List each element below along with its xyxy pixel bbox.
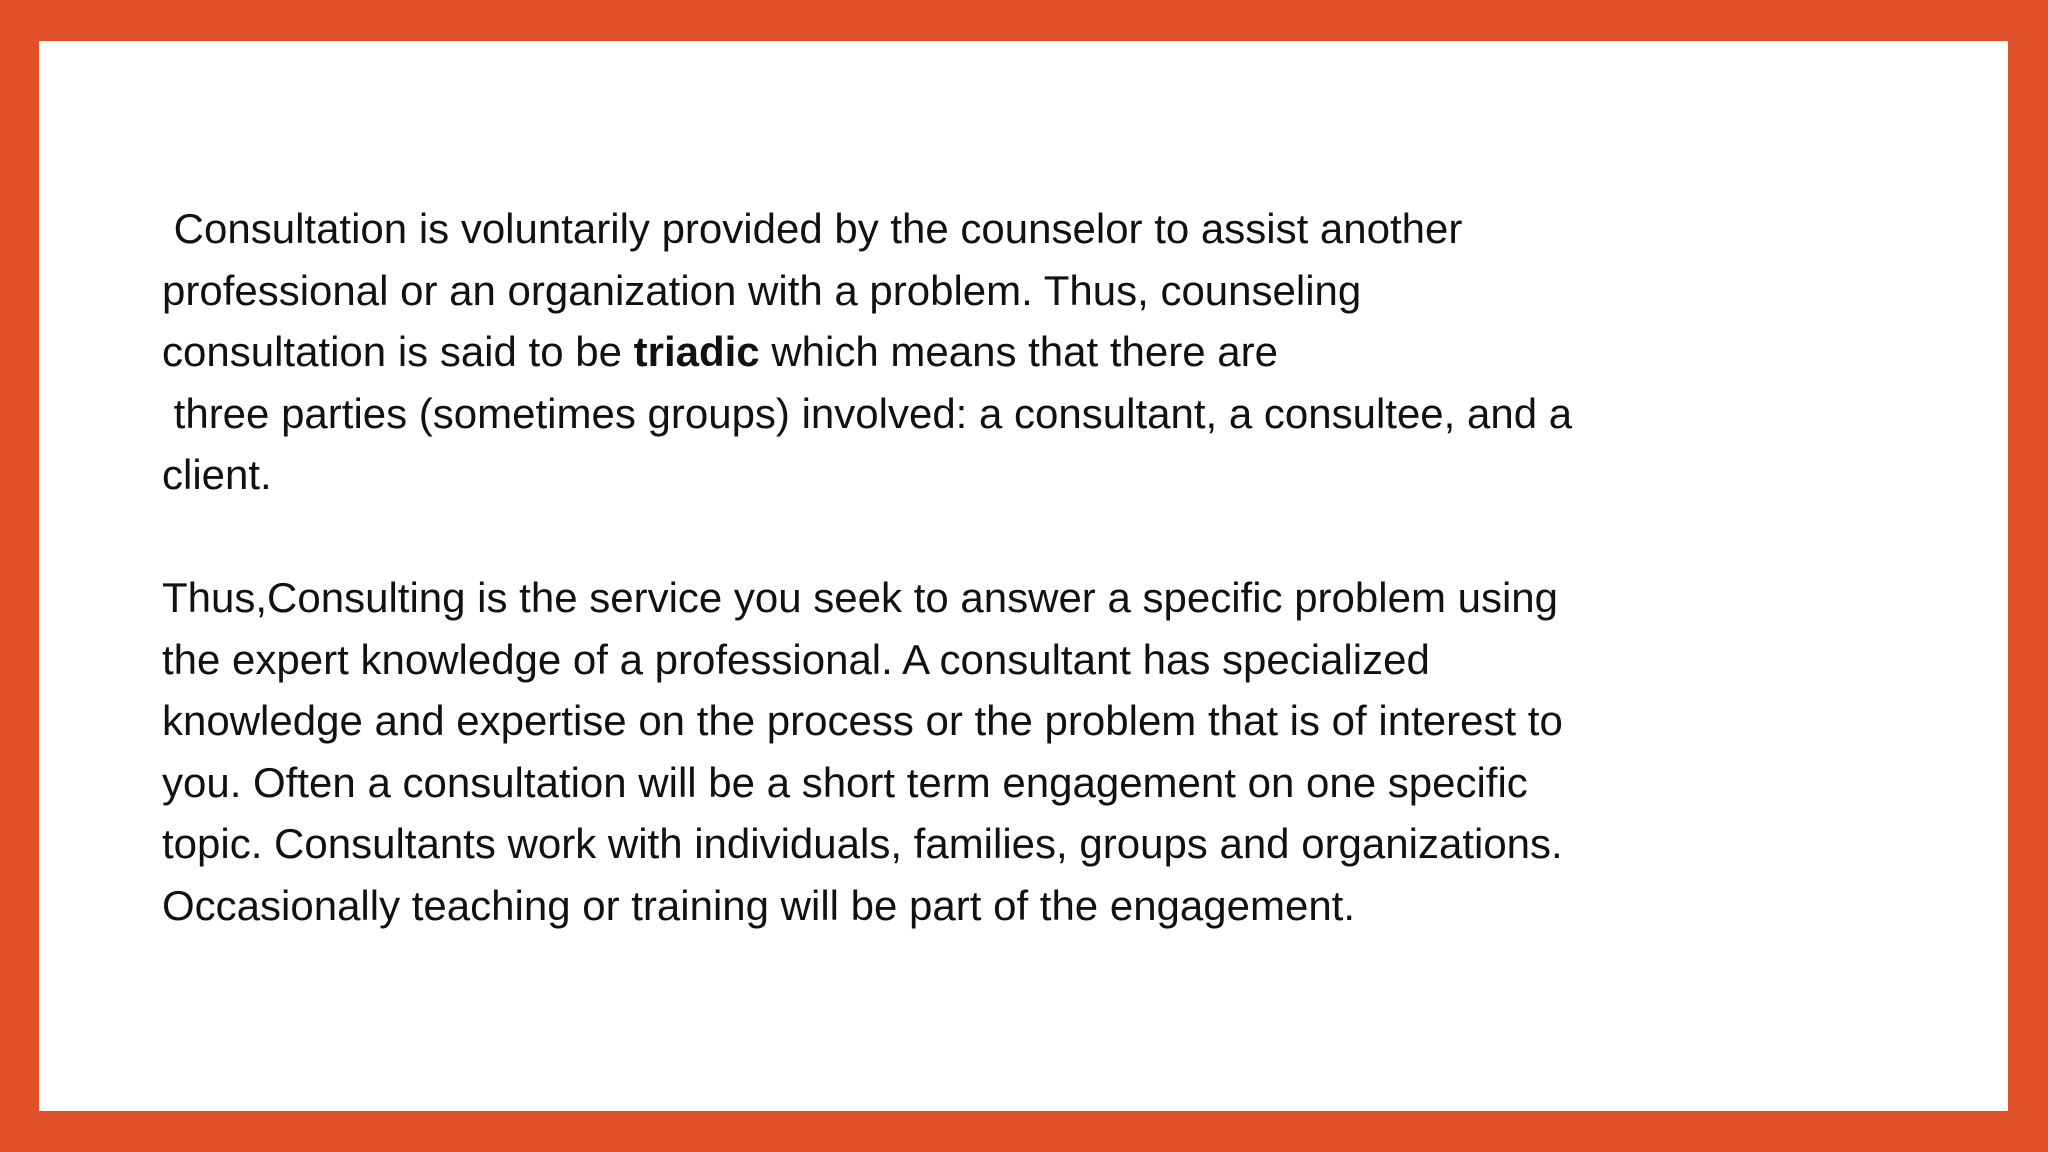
text-line: Thus,Consulting is the service you seek to answer a specific problem using (162, 574, 1559, 621)
paragraph-spacer (162, 506, 1962, 568)
text-segment: consultation is said to be (162, 328, 634, 375)
text-line: the expert knowledge of a professional. A consultant has specialized (162, 635, 1430, 683)
text-line: Consultation is voluntarily provided by the counselor to assist another (162, 205, 1463, 252)
text-line (162, 321, 1962, 383)
body-text (162, 198, 1962, 936)
text-line: professional or an organization with a problem. Thus, counseling (162, 266, 1362, 314)
text-segment: which means that there are (759, 328, 1278, 375)
text-line: you. Often a consultation will be a short term engagement on one specific (162, 758, 1528, 806)
paragraph-consultation-definition (162, 198, 1962, 506)
text-line: client. (162, 451, 272, 498)
text-line: topic. Consultants work with individuals, families, groups and organizations. (162, 820, 1563, 867)
slide-content (39, 41, 2008, 1111)
text-line: knowledge and expertise on the process or the problem that is of interest to (162, 697, 1563, 744)
paragraph-consulting-service (162, 567, 1962, 936)
text-line: Occasionally teaching or training will be part of the engagement. (162, 881, 1356, 929)
bold-term-triadic: triadic (633, 328, 760, 375)
text-line: three parties (sometimes groups) involved: a consultant, a consultee, and a (162, 389, 1573, 437)
